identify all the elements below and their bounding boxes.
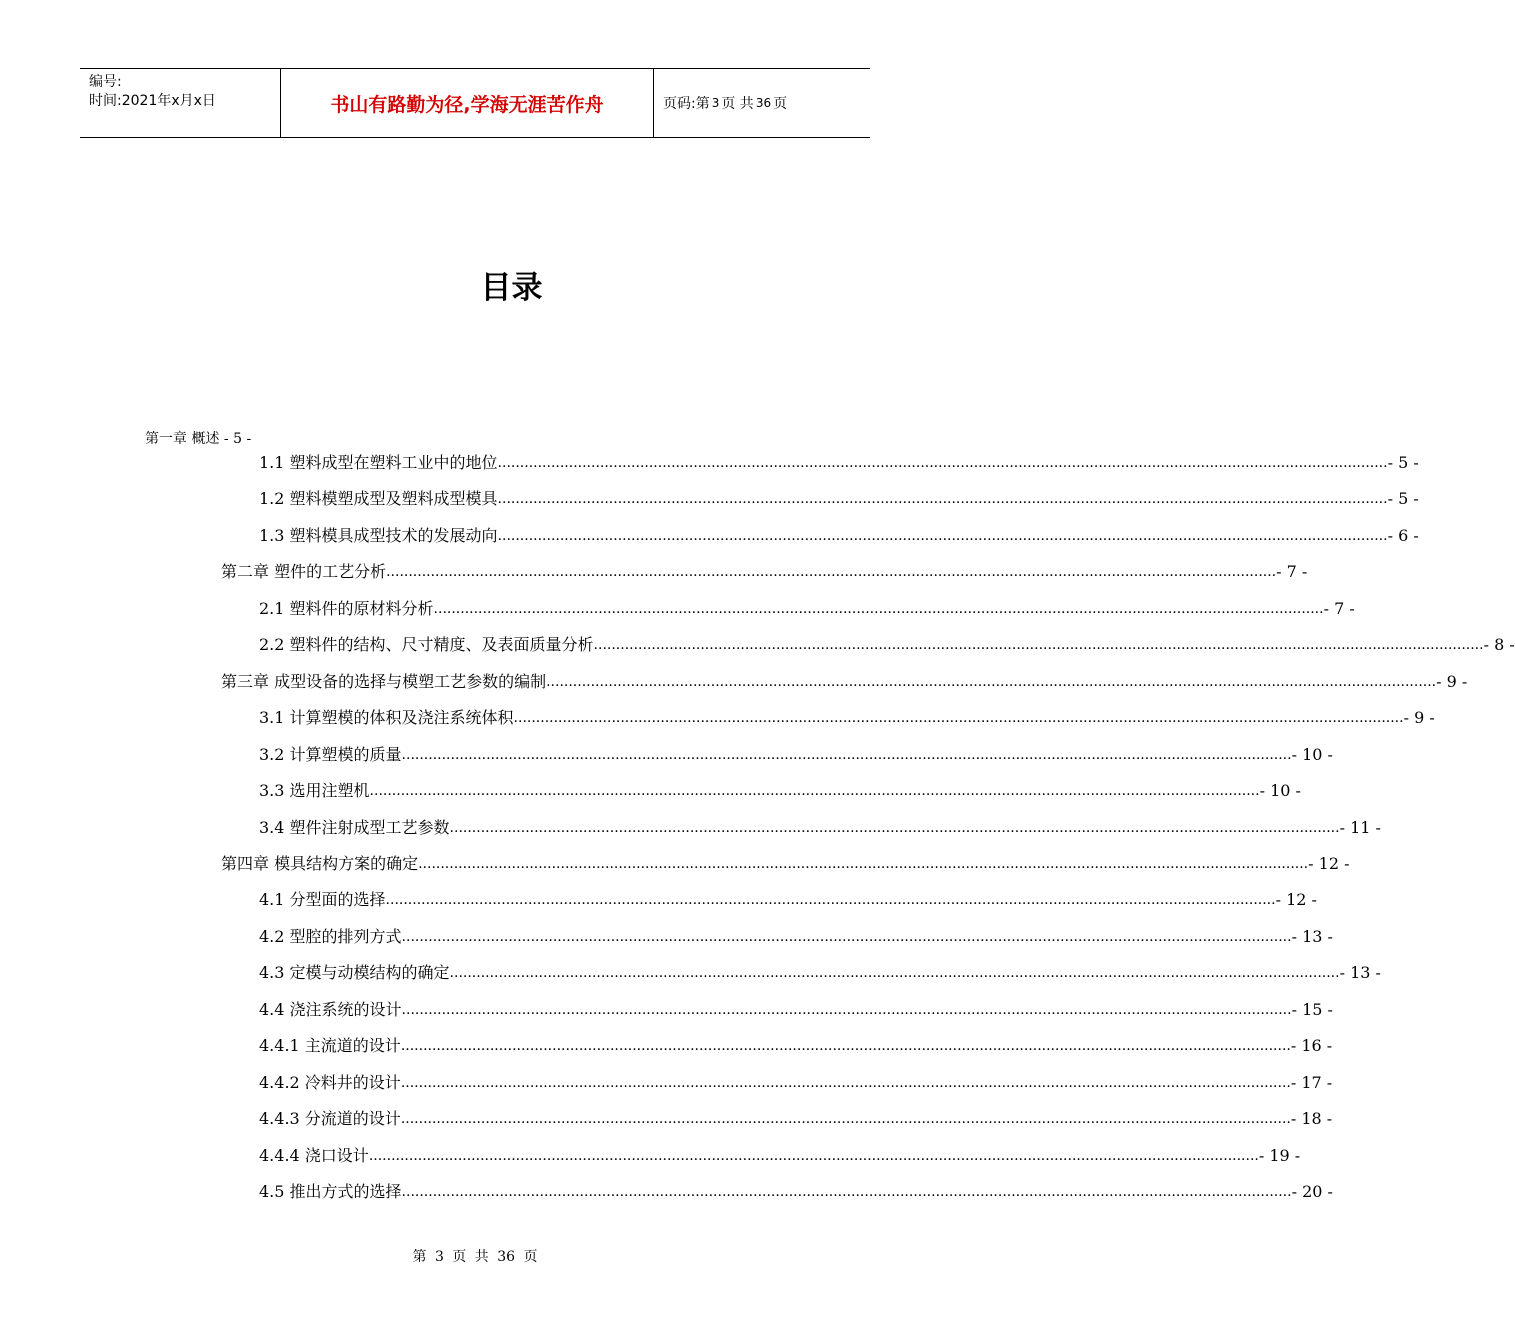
toc-entry-label: 2.2 塑料件的结构、尺寸精度、及表面质量分析 xyxy=(259,635,594,655)
toc-leader-dots: ........................................................................................................................................................................................................ xyxy=(497,527,1388,544)
toc-entry-page: - 7 - xyxy=(1276,562,1308,582)
toc-leader-dots: ........................................................................................................................................................................................................ xyxy=(401,1001,1292,1018)
toc-leader-dots: ........................................................................................................................................................................................................ xyxy=(497,491,1388,508)
toc-leader-dots: ........................................................................................................................................................................................................ xyxy=(401,1184,1292,1200)
toc-leader-dots: ........................................................................................................................................................................................................ xyxy=(401,928,1292,945)
toc-entry-label: 1.1 塑料成型在塑料工业中的地位 xyxy=(259,453,498,472)
toc-leader-dots: ........................................................................................................................................................................................................ xyxy=(400,1074,1291,1091)
toc-section-entry[interactable] xyxy=(259,452,1419,474)
toc-leader-dots: ........................................................................................................................................................................................................ xyxy=(400,1111,1291,1128)
toc-leader-dots: ........................................................................................................................................................................................................ xyxy=(400,1038,1291,1055)
toc-entry-page: - 12 - xyxy=(1308,853,1350,873)
toc-entry-page: - 20 - xyxy=(1291,1182,1333,1201)
page-total: 36 xyxy=(755,96,772,110)
toc-section-entry[interactable] xyxy=(259,1108,1333,1130)
toc-entry-label: 4.4 浇注系统的设计 xyxy=(259,999,402,1019)
toc-leader-dots: ........................................................................................................................................................................................................ xyxy=(433,600,1324,617)
toc-section-entry[interactable] xyxy=(259,1072,1333,1094)
toc-entry-label: 4.4.4 浇口设计 xyxy=(259,1145,369,1165)
toc-entry-page: - 8 - xyxy=(1483,635,1515,655)
toc-entry-page: - 18 - xyxy=(1290,1109,1333,1129)
toc-leader-dots: ........................................................................................................................................................................................................ xyxy=(593,637,1484,654)
toc-entry-label: 4.5 推出方式的选择 xyxy=(259,1182,402,1201)
toc-entry-page: - 13 - xyxy=(1339,963,1381,983)
toc-section-entry[interactable] xyxy=(259,707,1435,729)
toc-leader-dots: ........................................................................................................................................................................................................ xyxy=(385,892,1276,909)
toc-entry-label: 4.4.2 冷料井的设计 xyxy=(259,1072,401,1092)
toc-entry-page: - 5 - xyxy=(1387,489,1419,509)
page-mid: 页 共 xyxy=(721,96,754,112)
toc-entry-page: - 5 - xyxy=(1387,453,1419,472)
toc-entry-label: 2.1 塑料件的原材料分析 xyxy=(259,598,434,618)
toc-entry-label: 1.2 塑料模塑成型及塑料成型模具 xyxy=(259,489,498,509)
toc-entry-label: 3.4 塑件注射成型工艺参数 xyxy=(259,817,450,837)
toc-leader-dots: ........................................................................................................................................................................................................ xyxy=(513,710,1404,727)
toc-leader-dots: ........................................................................................................................................................................................................ xyxy=(546,673,1437,690)
toc-entry-page: - 10 - xyxy=(1291,744,1333,764)
toc-entry-page: - 16 - xyxy=(1290,1036,1333,1056)
toc-section-entry[interactable] xyxy=(259,999,1333,1021)
toc-section-entry[interactable] xyxy=(259,744,1333,766)
toc-section-entry[interactable] xyxy=(259,598,1355,620)
toc-entry-page: - 19 - xyxy=(1258,1145,1301,1165)
page-current: 3 xyxy=(711,96,720,110)
toc-section-entry[interactable] xyxy=(259,525,1419,547)
page-suffix: 页 xyxy=(773,96,788,112)
toc-leader-dots: ........................................................................................................................................................................................................ xyxy=(401,746,1292,763)
toc-section-entry[interactable] xyxy=(259,1035,1333,1057)
toc-leader-dots: ........................................................................................................................................................................................................ xyxy=(386,564,1277,581)
page-footer: 第 3 页 共 36 页 xyxy=(412,1249,538,1265)
page-prefix: 页码:第 xyxy=(663,96,710,112)
toc-entry-page: - 10 - xyxy=(1259,781,1301,801)
toc-section-entry[interactable] xyxy=(259,889,1317,911)
toc-entry-page: - 13 - xyxy=(1291,926,1333,946)
toc-section-entry[interactable] xyxy=(259,817,1381,839)
toc-entry-label: 第三章 成型设备的选择与模塑工艺参数的编制 xyxy=(221,671,547,691)
toc-entry-label: 4.4.1 主流道的设计 xyxy=(259,1036,401,1056)
toc-section-entry[interactable] xyxy=(259,1181,1333,1203)
toc-entry-label: 4.4.3 分流道的设计 xyxy=(259,1109,401,1129)
toc-entry-page: - 11 - xyxy=(1339,817,1381,837)
toc-section-entry[interactable] xyxy=(259,962,1381,984)
toc-leader-dots: ........................................................................................................................................................................................................ xyxy=(368,1147,1259,1164)
page-title: 目录 xyxy=(480,270,543,306)
toc-chapter-entry[interactable] xyxy=(221,561,1308,583)
toc-leader-dots: ........................................................................................................................................................................................................ xyxy=(418,855,1309,872)
document-time-label: 时间:2021年x月x日 xyxy=(89,93,216,109)
toc-entry-label: 4.3 定模与动模结构的确定 xyxy=(259,963,450,983)
toc-entry-page: - 9 - xyxy=(1403,708,1435,728)
toc-leader-dots: ........................................................................................................................................................................................................ xyxy=(497,455,1388,471)
toc-entry-label: 第二章 塑件的工艺分析 xyxy=(221,562,387,582)
toc-entry-label: 1.3 塑料模具成型技术的发展动向 xyxy=(259,525,498,545)
toc-entry-label: 3.3 选用注塑机 xyxy=(259,781,370,801)
toc-section-entry[interactable] xyxy=(259,926,1333,948)
toc-entry-page: - 7 - xyxy=(1323,598,1355,618)
toc-leader-dots: ........................................................................................................................................................................................................ xyxy=(449,819,1340,836)
toc-section-entry[interactable] xyxy=(259,780,1301,802)
toc-entry-label: 4.1 分型面的选择 xyxy=(259,890,386,910)
toc-chapter-one-line[interactable]: 第一章 概述 - 5 - xyxy=(145,431,252,447)
toc-section-entry[interactable] xyxy=(259,488,1419,510)
toc-entry-page: - 15 - xyxy=(1291,999,1333,1019)
toc-entry-label: 3.1 计算塑模的体积及浇注系统体积 xyxy=(259,708,514,728)
document-number-label: 编号: xyxy=(89,74,122,90)
toc-section-entry[interactable] xyxy=(259,634,1515,656)
toc-entry-page: - 12 - xyxy=(1275,890,1317,910)
toc-entry-page: - 9 - xyxy=(1436,671,1468,691)
toc-section-entry[interactable] xyxy=(259,1145,1301,1167)
toc-entry-page: - 17 - xyxy=(1290,1072,1333,1092)
toc-chapter-entry[interactable] xyxy=(221,671,1468,693)
toc-entry-page: - 6 - xyxy=(1387,525,1419,545)
toc-leader-dots: ........................................................................................................................................................................................................ xyxy=(369,783,1260,800)
toc-leader-dots: ........................................................................................................................................................................................................ xyxy=(449,965,1340,982)
toc-chapter-entry[interactable] xyxy=(221,853,1350,875)
toc-entry-label: 3.2 计算塑模的质量 xyxy=(259,744,402,764)
toc-entry-label: 4.2 型腔的排列方式 xyxy=(259,926,402,946)
header-motto: 书山有路勤为径,学海无涯苦作舟 xyxy=(330,93,604,116)
toc-entry-label: 第四章 模具结构方案的确定 xyxy=(221,853,419,873)
